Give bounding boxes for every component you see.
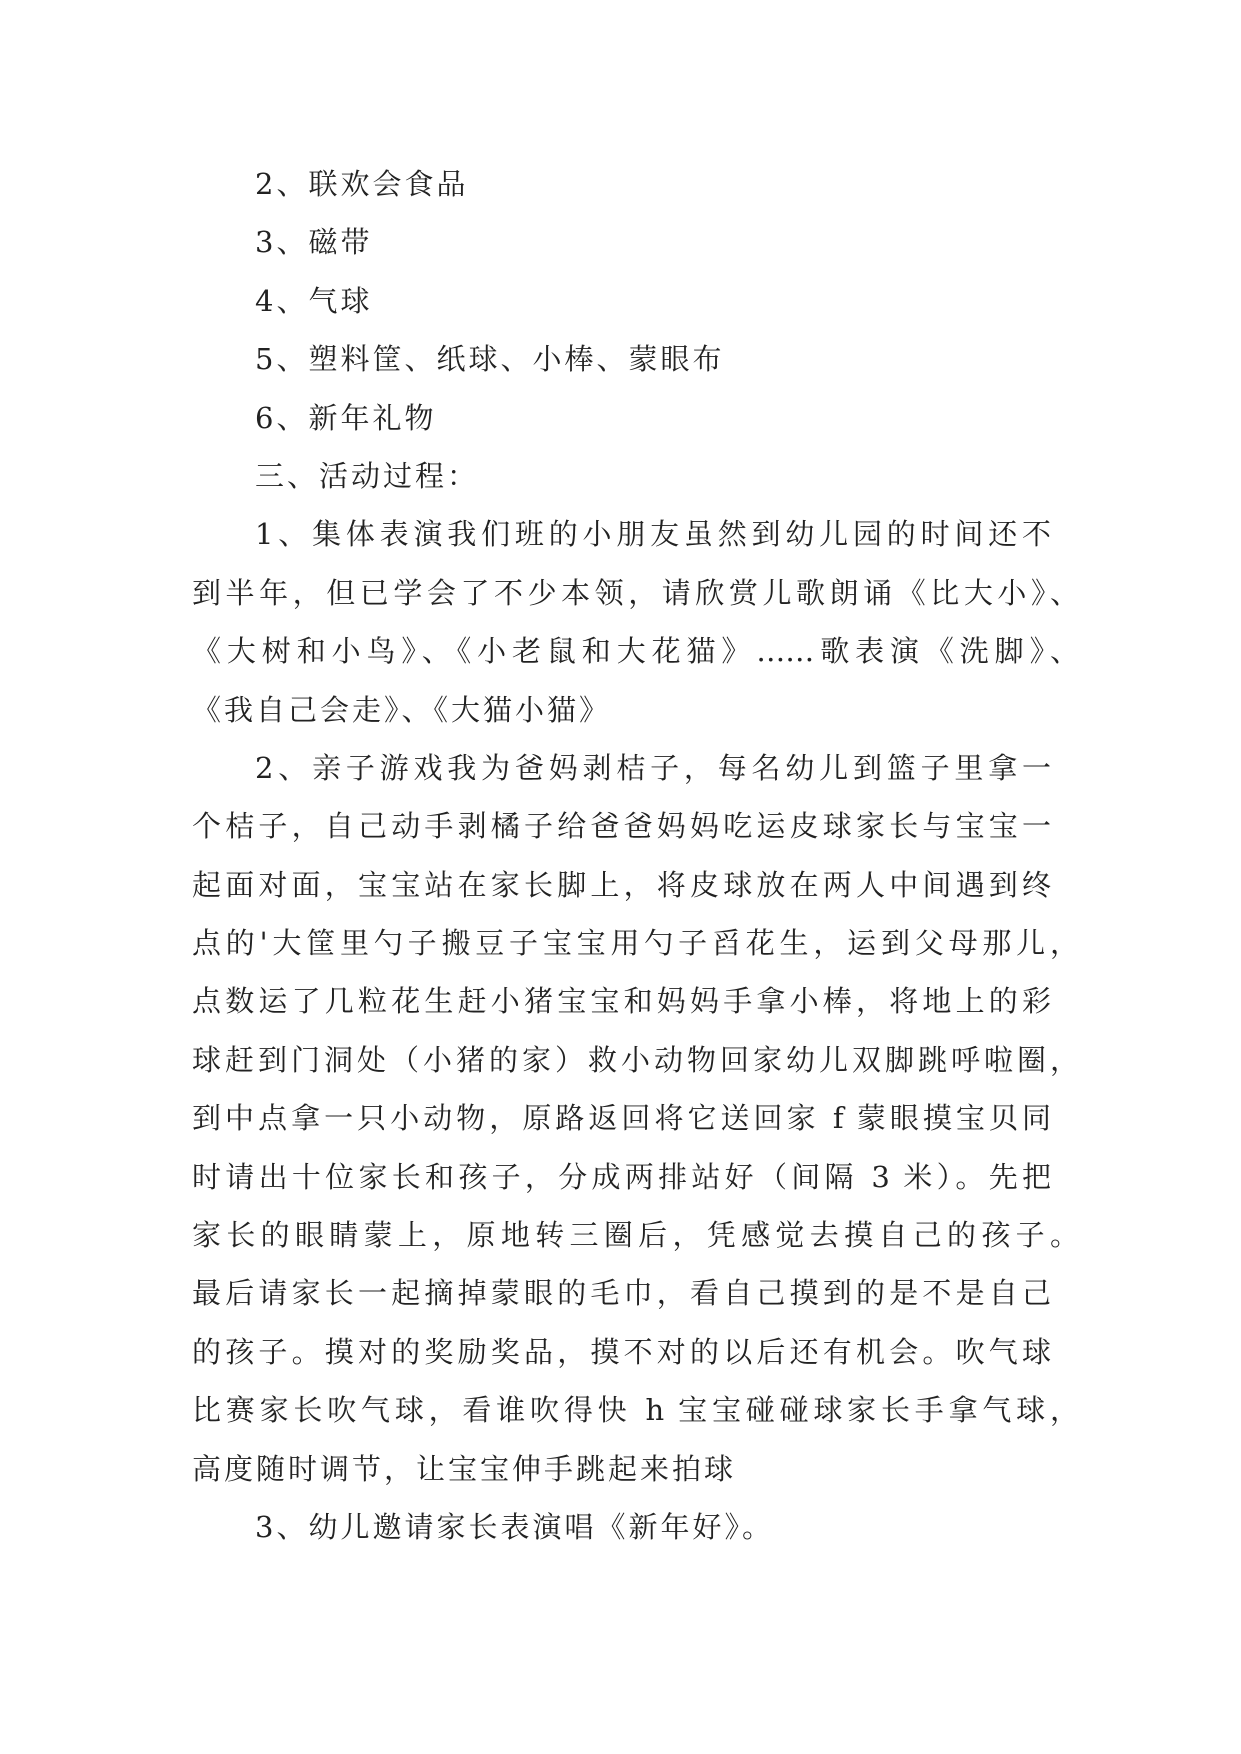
materials-list-item: 2、联欢会食品 xyxy=(255,167,469,201)
paragraph-line: 点数运了几粒花生赶小猪宝宝和妈妈手拿小棒，将地上的彩 xyxy=(192,984,1051,1019)
document-body xyxy=(0,155,1241,1556)
paragraph-line: 个桔子，自己动手剥橘子给爸爸妈妈吃运皮球家长与宝宝一 xyxy=(192,809,1051,844)
paragraph-line: 1、集体表演我们班的小朋友虽然到幼儿园的时间还不 xyxy=(255,517,1051,552)
paragraph-parent-child-games xyxy=(0,739,1241,1498)
paragraph-line: 《我自己会走》、《大猫小猫》 xyxy=(192,692,612,727)
materials-list-item: 3、磁带 xyxy=(255,225,373,260)
paragraph-line: 2、亲子游戏我为爸妈剥桔子，每名幼儿到篮子里拿一 xyxy=(255,750,1051,785)
paragraph-line: 最后请家长一起摘掉蒙眼的毛巾，看自己摸到的是不是自己 xyxy=(192,1276,1051,1311)
paragraph-line: 3、幼儿邀请家长表演唱《新年好》。 xyxy=(255,1509,774,1544)
materials-list-item: 6、新年礼物 xyxy=(255,400,437,435)
paragraph-line: 比赛家长吹气球，看谁吹得快 h 宝宝碰碰球家长手拿气球， xyxy=(192,1393,1079,1428)
paragraph-line: 家长的眼睛蒙上，原地转三圈后，凭感觉去摸自己的孩子。 xyxy=(192,1218,1079,1253)
paragraph-new-year-song xyxy=(0,1498,1241,1556)
materials-list-item: 4、气球 xyxy=(255,283,373,318)
section-heading: 三、活动过程： xyxy=(255,458,480,493)
materials-list-item: 5、塑料筐、纸球、小棒、蒙眼布 xyxy=(255,342,725,377)
paragraph-collective-performance xyxy=(0,505,1241,739)
paragraph-line: 《大树和小鸟》、《小老鼠和大花猫》……歌表演《洗脚》、 xyxy=(192,634,1079,669)
paragraph-line: 高度随时调节，让宝宝伸手跳起来拍球 xyxy=(192,1451,737,1486)
paragraph-line: 点的'大筐里勺子搬豆子宝宝用勺子舀花生，运到父母那儿， xyxy=(192,926,1079,961)
paragraph-line: 到半年，但已学会了不少本领，请欣赏儿歌朗诵《比大小》、 xyxy=(192,575,1079,610)
paragraph-line: 起面对面，宝宝站在家长脚上，将皮球放在两人中间遇到终 xyxy=(192,867,1051,902)
paragraph-line: 时请出十位家长和孩子，分成两排站好（间隔 3 米）。先把 xyxy=(192,1159,1051,1194)
paragraph-line: 的孩子。摸对的奖励奖品，摸不对的以后还有机会。吹气球 xyxy=(192,1334,1051,1369)
paragraph-line: 到中点拿一只小动物，原路返回将它送回家 f 蒙眼摸宝贝同 xyxy=(192,1101,1051,1136)
paragraph-line: 球赶到门洞处（小猪的家）救小动物回家幼儿双脚跳呼啦圈， xyxy=(192,1042,1079,1077)
